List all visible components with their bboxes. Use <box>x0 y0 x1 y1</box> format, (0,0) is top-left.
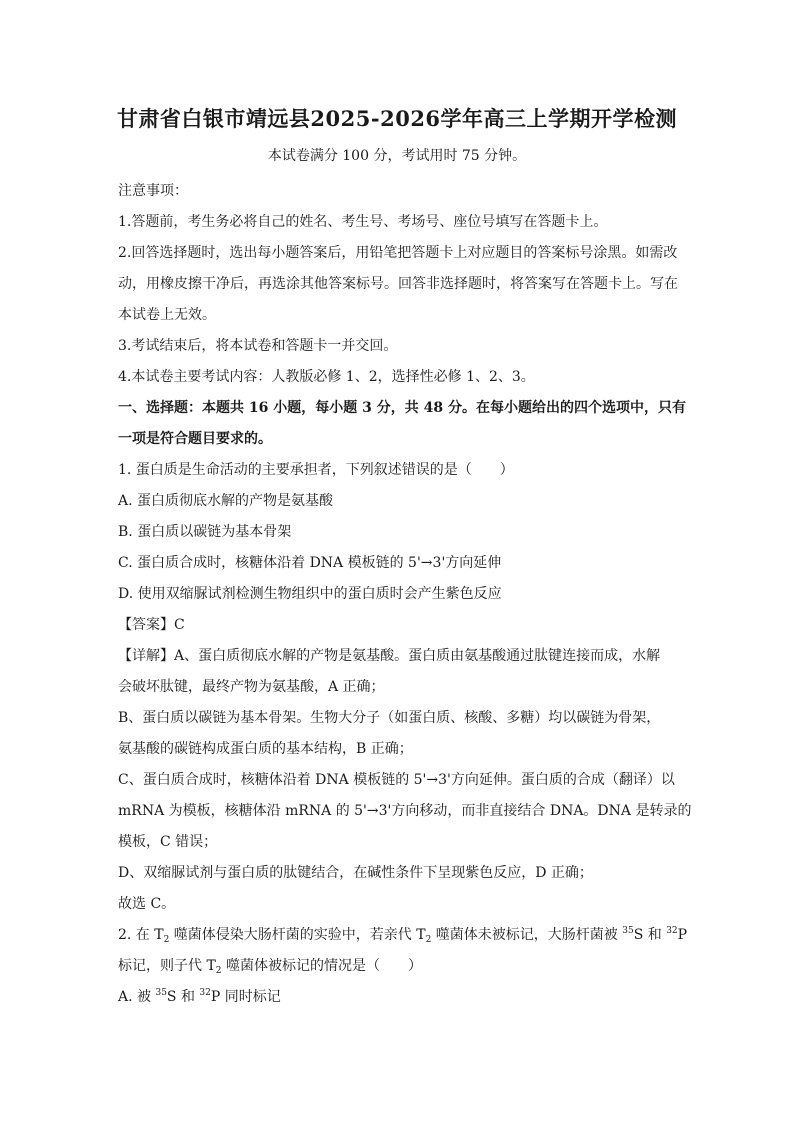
question-1-explanation-line-8: D、双缩脲试剂与蛋白质的肽键结合，在碱性条件下呈现紫色反应，D 正确； <box>118 865 593 881</box>
question-1-answer: 【答案】C <box>118 617 185 633</box>
note-item-3: 3.考试结束后，将本试卷和答题卡一并交回。 <box>118 338 398 354</box>
q2-text: 2. 在 T <box>118 927 164 943</box>
q2-superscript: 32 <box>666 926 678 936</box>
question-1-explanation-line-2: 会破坏肽键，最终产物为氨基酸，A 正确； <box>118 679 385 695</box>
question-1-option-c: C. 蛋白质合成时，核糖体沿着 DNA 模板链的 5'→3'方向延伸 <box>118 555 502 571</box>
q2-text: 噬菌体未被标记，大肠杆菌被 <box>431 927 623 943</box>
exam-subtitle: 本试卷满分 100 分，考试用时 75 分钟。 <box>267 148 527 164</box>
exam-title: 甘肃省白银市靖远县2025-2026学年高三上学期开学检测 <box>116 106 678 131</box>
q2-text: S 和 <box>166 989 200 1005</box>
q2-superscript: 35 <box>155 988 167 998</box>
q2-superscript: 32 <box>199 988 211 998</box>
note-item-2-line-3: 本试卷上无效。 <box>118 307 216 323</box>
question-1-explanation-line-6: mRNA 为模板，核糖体沿 mRNA 的 5'→3'方向移动，而非直接结合 DNA。DNA 是转录的 <box>118 803 692 819</box>
q2-text: 噬菌体被标记的情况是（ ） <box>221 958 422 974</box>
question-1-explanation-line-3: B、蛋白质以碳链为基本骨架。生物大分子（如蛋白质、核酸、多糖）均以碳链为骨架， <box>118 710 661 726</box>
q2-superscript: 35 <box>622 926 634 936</box>
note-item-1: 1.答题前，考生务必将自己的姓名、考生号、考场号、座位号填写在答题卡上。 <box>118 214 608 230</box>
q2-text: S 和 <box>633 927 667 943</box>
note-item-2-line-1: 2.回答选择题时，选出每小题答案后，用铅笔把答题卡上对应题目的答案标号涂黑。如需改 <box>118 245 678 261</box>
question-2-option-a <box>118 982 678 1013</box>
q2-text: A. 被 <box>118 989 156 1005</box>
question-1-conclusion: 故选 C。 <box>118 896 176 912</box>
note-item-2-line-2: 动，用橡皮擦干净后，再选涂其他答案标号。回答非选择题时，将答案写在答题卡上。写在 <box>118 276 678 292</box>
q2-subscript: 2 <box>163 935 170 945</box>
q2-text: P <box>677 927 688 943</box>
section-heading-line-2: 一项是符合题目要求的。 <box>118 431 272 447</box>
question-1-explanation-line-4: 氨基酸的碳链构成蛋白质的基本结构，B 正确； <box>118 741 413 757</box>
q2-text: P 同时标记 <box>210 989 281 1005</box>
question-1-option-d: D. 使用双缩脲试剂检测生物组织中的蛋白质时会产生紫色反应 <box>118 586 502 602</box>
q2-subscript: 2 <box>425 935 432 945</box>
question-1-stem: 1. 蛋白质是生命活动的主要承担者，下列叙述错误的是（ ） <box>118 462 514 478</box>
question-1-option-b: B. 蛋白质以碳链为基本骨架 <box>118 524 292 540</box>
section-heading-line-1: 一、选择题：本题共 16 小题，每小题 3 分，共 48 分。在每小题给出的四个选项中，只有 <box>118 400 686 416</box>
notes-heading: 注意事项： <box>118 183 188 199</box>
question-1-option-a: A. 蛋白质彻底水解的产物是氨基酸 <box>118 493 334 509</box>
note-item-4: 4.本试卷主要考试内容：人教版必修 1、2，选择性必修 1、2、3。 <box>118 369 535 385</box>
question-1-explanation-line-1: 【详解】A、蛋白质彻底水解的产物是氨基酸。蛋白质由氨基酸通过肽键连接而成，水解 <box>118 648 661 664</box>
question-2-stem-line-1 <box>118 920 688 951</box>
question-1-explanation-line-7: 模板，C 错误； <box>118 834 218 850</box>
q2-subscript: 2 <box>215 966 222 976</box>
question-2-stem-line-2 <box>118 951 678 982</box>
q2-text: 标记，则子代 T <box>118 958 216 974</box>
question-1-explanation-line-5: C、蛋白质合成时，核糖体沿着 DNA 模板链的 5'→3'方向延伸。蛋白质的合成（翻译）以 <box>118 772 675 788</box>
q2-text: 噬菌体侵染大肠杆菌的实验中，若亲代 T <box>169 927 426 943</box>
document-body <box>118 176 692 1013</box>
